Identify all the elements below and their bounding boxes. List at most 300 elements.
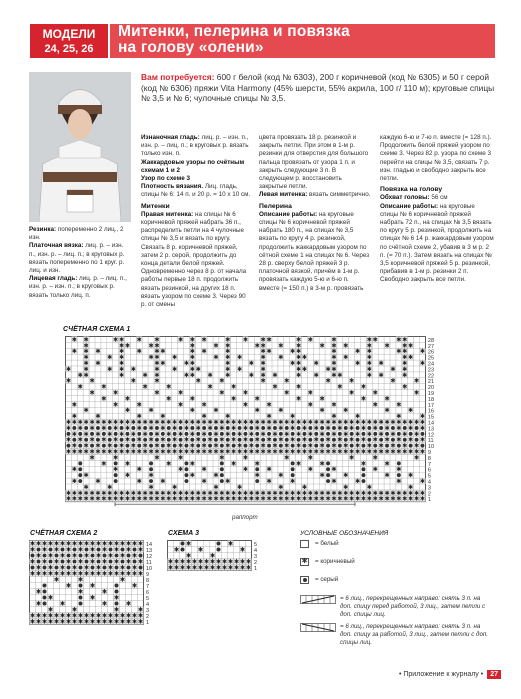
brown-stitch-mark: ✱	[307, 390, 313, 397]
gray-stitch-mark	[97, 560, 101, 564]
brown-stitch-mark: ✱	[284, 443, 290, 450]
brown-stitch-mark: ✱	[154, 449, 160, 456]
page-header	[0, 0, 521, 64]
brown-stitch-mark: ✱	[35, 570, 42, 578]
brown-stitch-mark: ✱	[77, 618, 84, 626]
gray-stitch-mark	[108, 426, 112, 430]
brown-stitch-mark: ✱	[83, 540, 90, 548]
brown-stitch-mark: ✱	[47, 612, 54, 620]
brown-stitch-mark: ✱	[89, 490, 95, 497]
brown-stitch-mark: ✱	[83, 431, 89, 438]
brown-stitch-mark: ✱	[124, 449, 130, 456]
brown-stitch-mark: ✱	[41, 558, 48, 566]
brown-stitch-mark: ✱	[113, 467, 119, 474]
brown-stitch-mark: ✱	[239, 564, 246, 572]
gray-stitch-mark	[373, 444, 377, 448]
brown-stitch-mark: ✱	[366, 343, 372, 350]
brown-stitch-mark: ✱	[189, 366, 195, 373]
brown-stitch-mark: ✱	[343, 449, 349, 456]
brown-stitch-mark: ✱	[396, 420, 402, 426]
page-title	[118, 24, 493, 56]
brown-stitch-mark: ✱	[189, 496, 195, 503]
paragraph	[141, 211, 251, 309]
brown-stitch-mark: ✱	[119, 431, 125, 438]
brown-stitch-mark: ✱	[89, 540, 96, 548]
row-number: 1	[427, 497, 431, 504]
brown-stitch-mark: ✱	[65, 420, 71, 426]
brown-stitch-mark: ✱	[301, 366, 307, 373]
brown-stitch-mark: ✱	[266, 496, 272, 503]
brown-stitch-mark: ✱	[307, 443, 313, 450]
gray-stitch-mark	[125, 444, 129, 448]
brown-stitch-mark: ✱	[319, 408, 325, 415]
brown-stitch-mark: ✱	[343, 484, 349, 491]
gray-stitch-mark	[338, 432, 342, 436]
brown-stitch-mark: ✱	[384, 343, 390, 350]
gray-stitch-mark	[291, 432, 295, 436]
row-number: 10	[146, 566, 153, 572]
brown-stitch-mark: ✱	[189, 337, 195, 344]
row-number: 5	[146, 596, 150, 602]
brown-stitch-mark: ✱	[284, 431, 290, 438]
brown-stitch-mark: ✱	[237, 443, 243, 450]
brown-stitch-mark: ✱	[284, 378, 290, 385]
brown-stitch-mark: ✱	[53, 612, 60, 620]
row-number: 4	[146, 602, 150, 608]
brown-stitch-mark: ✱	[136, 479, 142, 485]
brown-stitch-mark: ✱	[47, 618, 54, 626]
brown-stitch-mark: ✱	[319, 461, 325, 468]
brown-stitch-mark: ✱	[242, 455, 248, 462]
brown-stitch-mark: ✱	[119, 540, 126, 548]
brown-stitch-mark: ✱	[89, 546, 96, 554]
brown-stitch-mark: ✱	[95, 570, 102, 578]
brown-stitch-mark: ✱	[125, 546, 132, 554]
gray-stitch-mark	[115, 584, 119, 588]
brown-stitch-mark: ✱	[113, 490, 119, 497]
section-heading: Повязка на голову	[380, 186, 443, 194]
brown-stitch-mark: ✱	[221, 558, 228, 566]
brown-stitch-mark: ✱	[201, 449, 207, 456]
row-number: 2	[254, 560, 258, 566]
brown-stitch-mark: ✱	[372, 467, 378, 474]
brown-stitch-mark: ✱	[65, 612, 72, 620]
brown-stitch-mark: ✱	[355, 414, 361, 421]
brown-stitch-mark: ✱	[296, 361, 302, 367]
brown-stitch-mark: ✱	[349, 425, 355, 432]
brown-stitch-mark: ✱	[125, 600, 132, 608]
brown-stitch-mark: ✱	[178, 490, 184, 497]
row-number: 6	[427, 467, 431, 474]
brown-stitch-mark: ✱	[349, 455, 355, 462]
brown-stitch-mark: ✱	[65, 540, 72, 548]
brown-stitch-mark: ✱	[148, 473, 154, 480]
brown-stitch-mark: ✱	[53, 558, 60, 566]
brown-stitch-mark: ✱	[231, 490, 237, 497]
brown-stitch-mark: ✱	[278, 408, 284, 415]
gray-stitch-mark	[208, 432, 212, 436]
brown-stitch-mark: ✱	[71, 337, 77, 344]
brown-stitch-mark: ✱	[360, 461, 366, 468]
gray-stitch-mark	[149, 479, 153, 483]
brown-stitch-mark: ✱	[77, 384, 83, 391]
brown-stitch-mark: ✱	[113, 425, 119, 432]
paragraph	[380, 134, 494, 183]
brown-stitch-mark: ✱	[278, 343, 284, 350]
brown-stitch-mark: ✱	[195, 425, 201, 432]
brown-stitch-mark: ✱	[95, 564, 102, 572]
brown-stitch-mark: ✱	[160, 361, 166, 367]
brown-stitch-mark: ✱	[113, 337, 119, 344]
brown-stitch-mark: ✱	[225, 355, 231, 362]
brown-stitch-mark: ✱	[95, 349, 101, 356]
brown-stitch-mark: ✱	[213, 484, 219, 491]
gray-stitch-mark	[78, 461, 82, 465]
brown-stitch-mark: ✱	[331, 361, 337, 367]
gray-stitch-mark	[161, 432, 165, 436]
brown-stitch-mark: ✱	[296, 384, 302, 391]
row-number: 9	[427, 450, 431, 456]
brown-stitch-mark: ✱	[296, 496, 302, 503]
gray-stitch-mark	[255, 479, 259, 483]
brown-stitch-mark: ✱	[137, 570, 144, 578]
brown-stitch-mark: ✱	[154, 431, 160, 438]
gray-stitch-mark	[314, 432, 318, 436]
term: Правая митенка:	[141, 210, 194, 218]
brown-stitch-mark: ✱	[119, 449, 125, 456]
brown-stitch-mark: ✱	[337, 420, 343, 426]
model-label: МОДЕЛИ	[42, 27, 96, 41]
brown-stitch-mark: ✱	[148, 425, 154, 432]
brown-stitch-mark: ✱	[372, 437, 378, 444]
brown-stitch-mark: ✱	[254, 461, 260, 468]
brown-stitch-mark: ✱	[402, 443, 408, 450]
brown-stitch-mark: ✱	[225, 414, 231, 421]
brown-stitch-mark: ✱	[185, 564, 192, 572]
gray-stitch-mark	[279, 432, 283, 436]
brown-stitch-mark: ✱	[290, 490, 296, 497]
brown-stitch-mark: ✱	[419, 496, 425, 503]
row-number: 3	[254, 554, 258, 560]
brown-stitch-mark: ✱	[107, 420, 113, 426]
row-number: 28	[427, 337, 435, 344]
brown-stitch-mark: ✱	[349, 449, 355, 456]
brown-stitch-mark: ✱	[130, 431, 136, 438]
brown-stitch-mark: ✱	[35, 612, 42, 620]
brown-stitch-mark: ✱	[124, 420, 130, 426]
brown-stitch-mark: ✱	[148, 449, 154, 456]
brown-stitch-mark: ✱	[83, 564, 90, 572]
brown-stitch-mark: ✱	[366, 337, 372, 344]
gray-stitch-mark	[326, 444, 330, 448]
brown-stitch-mark: ✱	[408, 425, 414, 432]
brown-stitch-mark: ✱	[378, 490, 384, 497]
brown-stitch-mark: ✱	[207, 372, 213, 379]
brown-stitch-mark: ✱	[189, 408, 195, 415]
brown-stitch-mark: ✱	[178, 467, 184, 474]
legend-title: УСЛОВНЫЕ ОБОЗНАЧЕНИЯ	[300, 530, 389, 537]
gray-stitch-mark	[344, 438, 348, 442]
gray-stitch-mark	[79, 596, 83, 600]
brown-stitch-mark: ✱	[331, 496, 337, 503]
brown-stitch-mark: ✱	[107, 355, 113, 362]
gray-stitch-mark	[115, 602, 119, 606]
brown-stitch-mark: ✱	[107, 443, 113, 450]
paragraph	[380, 203, 494, 285]
brown-stitch-mark: ✱	[390, 431, 396, 438]
brown-stitch-mark: ✱	[343, 431, 349, 438]
brown-stitch-mark: ✱	[290, 496, 296, 503]
gray-stitch-mark	[397, 473, 401, 477]
gray-stitch-mark	[291, 467, 295, 471]
brown-stitch-mark: ✱	[148, 355, 154, 362]
brown-stitch-mark: ✱	[360, 496, 366, 503]
brown-stitch-mark: ✱	[313, 420, 319, 426]
brown-stitch-mark: ✱	[290, 414, 296, 421]
brown-stitch-mark: ✱	[131, 564, 138, 572]
brown-stitch-mark: ✱	[201, 490, 207, 497]
brown-stitch-mark: ✱	[402, 490, 408, 497]
gray-stitch-mark	[326, 479, 330, 483]
brown-stitch-mark: ✱	[83, 612, 90, 620]
brown-stitch-mark: ✱	[191, 558, 198, 566]
gray-stitch-mark	[302, 432, 306, 436]
brown-stitch-mark: ✱	[378, 420, 384, 426]
paragraph-text: 56 см	[429, 194, 448, 202]
brown-stitch-mark: ✱	[349, 390, 355, 397]
brown-stitch-mark: ✱	[245, 558, 252, 566]
brown-stitch-mark: ✱	[77, 496, 83, 503]
brown-stitch-mark: ✱	[307, 402, 313, 409]
gray-stitch-mark	[184, 432, 188, 436]
brown-stitch-mark: ✱	[237, 484, 243, 491]
brown-stitch-mark: ✱	[71, 420, 77, 426]
gray-stitch-mark	[120, 426, 124, 430]
brown-stitch-mark: ✱	[414, 490, 420, 497]
gray-stitch-mark	[220, 479, 224, 483]
brown-stitch-mark: ✱	[89, 612, 96, 620]
brown-stitch-mark: ✱	[278, 449, 284, 456]
brown-stitch-mark: ✱	[355, 443, 361, 450]
brown-stitch-mark: ✱	[266, 420, 272, 426]
brown-stitch-mark: ✱	[89, 420, 95, 426]
brown-stitch-mark: ✱	[83, 618, 90, 626]
brown-stitch-mark: ✱	[107, 449, 113, 456]
brown-stitch-mark: ✱	[378, 361, 384, 367]
gray-stitch-mark	[43, 602, 47, 606]
brown-stitch-mark: ✱	[372, 390, 378, 397]
brown-stitch-mark: ✱	[254, 437, 260, 444]
brown-stitch-mark: ✱	[402, 384, 408, 391]
brown-stitch-mark: ✱	[260, 443, 266, 450]
brown-stitch-mark: ✱	[154, 496, 160, 503]
brown-stitch-mark: ✱	[384, 490, 390, 497]
brown-stitch-mark: ✱	[113, 455, 119, 462]
brown-stitch-mark: ✱	[201, 443, 207, 450]
brown-stitch-mark: ✱	[154, 490, 160, 497]
brown-stitch-mark: ✱	[113, 594, 120, 602]
brown-stitch-mark: ✱	[414, 390, 420, 397]
term: Резинка:	[29, 226, 57, 233]
brown-stitch-mark: ✱	[77, 425, 83, 432]
gray-stitch-mark	[314, 444, 318, 448]
brown-stitch-mark: ✱	[154, 390, 160, 397]
gray-stitch-mark	[125, 432, 129, 436]
brown-stitch-mark: ✱	[225, 366, 231, 373]
gray-stitch-mark	[217, 548, 221, 552]
row-number: 20	[427, 385, 435, 392]
brown-stitch-mark: ✱	[197, 564, 204, 572]
brown-stitch-mark: ✱	[355, 490, 361, 497]
brown-stitch-mark: ✱	[343, 355, 349, 362]
brown-stitch-mark: ✱	[83, 449, 89, 456]
brown-stitch-mark: ✱	[237, 355, 243, 362]
brown-stitch-mark: ✱	[148, 420, 154, 426]
gray-stitch-mark	[308, 426, 312, 430]
section-heading: Митенки	[141, 202, 170, 210]
brown-stitch-mark: ✱	[136, 425, 142, 432]
gray-stitch-mark	[78, 473, 82, 477]
gray-stitch-mark	[297, 426, 301, 430]
brown-stitch-mark: ✱	[35, 564, 42, 572]
gray-stitch-mark	[61, 560, 65, 564]
brown-stitch-mark: ✱	[325, 490, 331, 497]
row-number: 14	[146, 542, 153, 548]
brown-stitch-mark: ✱	[419, 420, 425, 426]
gray-stitch-mark	[361, 467, 365, 471]
brown-stitch-mark: ✱	[260, 355, 266, 362]
gray-stitch-mark	[137, 444, 141, 448]
brown-stitch-mark: ✱	[272, 431, 278, 438]
brown-stitch-mark: ✱	[65, 490, 71, 497]
brown-stitch-mark: ✱	[83, 408, 89, 415]
brown-stitch-mark: ✱	[131, 552, 138, 560]
gray-stitch-mark	[97, 548, 101, 552]
brown-stitch-mark: ✱	[402, 361, 408, 367]
gray-stitch-mark	[184, 473, 188, 477]
brown-stitch-mark: ✱	[213, 490, 219, 497]
legend-cable-right-text: = 6 лиц., перекрещенных направо: снять 3 п. на доп. спицу перед работой, 3 лиц., затем петли с доп. спицы лиц.	[340, 595, 486, 618]
brown-stitch-mark: ✱	[266, 349, 272, 356]
brown-stitch-mark: ✱	[65, 570, 72, 578]
gray-stitch-mark	[361, 432, 365, 436]
brown-stitch-mark: ✱	[47, 606, 54, 614]
brown-stitch-mark: ✱	[89, 594, 96, 602]
gray-stitch-mark	[85, 548, 89, 552]
brown-stitch-mark: ✱	[343, 490, 349, 497]
gray-stitch-mark	[84, 426, 88, 430]
brown-stitch-mark: ✱	[207, 384, 213, 391]
brown-stitch-mark: ✱	[119, 337, 125, 344]
brown-stitch-mark: ✱	[83, 484, 89, 491]
brown-stitch-mark: ✱	[239, 558, 246, 566]
gray-stitch-mark	[249, 438, 253, 442]
brown-stitch-mark: ✱	[83, 420, 89, 426]
scheme-2-caption: СЧЁТНАЯ СХЕМА 2	[30, 530, 98, 537]
brown-stitch-mark: ✱	[113, 540, 120, 548]
brown-stitch-mark: ✱	[154, 361, 160, 367]
gray-stitch-mark	[127, 554, 131, 558]
paragraph	[141, 183, 251, 199]
brown-stitch-mark: ✱	[396, 337, 402, 344]
brown-stitch-mark: ✱	[331, 467, 337, 474]
brown-stitch-mark: ✱	[237, 496, 243, 503]
brown-stitch-mark: ✱	[136, 420, 142, 426]
brown-stitch-mark: ✱	[166, 420, 172, 426]
brown-stitch-mark: ✱	[414, 420, 420, 426]
brown-stitch-mark: ✱	[119, 618, 126, 626]
brown-stitch-mark: ✱	[201, 431, 207, 438]
paragraph	[380, 194, 494, 202]
brown-stitch-mark: ✱	[378, 431, 384, 438]
gray-stitch-mark	[133, 560, 137, 564]
gray-stitch-mark	[356, 426, 360, 430]
gray-stitch-mark	[143, 438, 147, 442]
brown-stitch-mark: ✱	[124, 490, 130, 497]
brown-stitch-mark: ✱	[53, 576, 60, 584]
row-number: 16	[427, 408, 435, 415]
brown-stitch-mark: ✱	[166, 449, 172, 456]
brown-stitch-mark: ✱	[107, 496, 113, 503]
brown-stitch-mark: ✱	[131, 582, 138, 590]
brown-stitch-mark: ✱	[325, 449, 331, 456]
brown-stitch-mark: ✱	[71, 449, 77, 456]
model-photo	[29, 72, 131, 222]
brown-stitch-mark: ✱	[219, 490, 225, 497]
brown-stitch-mark: ✱	[65, 558, 72, 566]
brown-stitch-mark: ✱	[195, 496, 201, 503]
brown-stitch-mark: ✱	[124, 425, 130, 432]
swatch-brown: ✱	[301, 558, 308, 565]
brown-stitch-mark: ✱	[331, 443, 337, 450]
gray-stitch-mark	[66, 432, 70, 436]
brown-stitch-mark: ✱	[231, 384, 237, 391]
brown-stitch-mark: ✱	[319, 396, 325, 403]
brown-stitch-mark: ✱	[83, 355, 89, 362]
brown-stitch-mark: ✱	[83, 490, 89, 497]
brown-stitch-mark: ✱	[142, 372, 148, 379]
gray-stitch-mark	[31, 554, 35, 558]
brown-stitch-mark: ✱	[195, 437, 201, 444]
brown-stitch-mark: ✱	[307, 420, 313, 426]
brown-stitch-mark: ✱	[402, 349, 408, 356]
brown-stitch-mark: ✱	[242, 467, 248, 474]
brown-stitch-mark: ✱	[113, 570, 120, 578]
brown-stitch-mark: ✱	[113, 618, 120, 626]
brown-stitch-mark: ✱	[355, 361, 361, 367]
brown-stitch-mark: ✱	[419, 425, 425, 432]
brown-stitch-mark: ✱	[95, 479, 101, 485]
gray-stitch-mark	[338, 444, 342, 448]
gray-stitch-mark	[102, 444, 106, 448]
brown-stitch-mark: ✱	[83, 496, 89, 503]
brown-stitch-mark: ✱	[89, 570, 96, 578]
brown-stitch-mark: ✱	[137, 546, 144, 554]
brown-stitch-mark: ✱	[142, 490, 148, 497]
brown-stitch-mark: ✱	[65, 366, 71, 373]
brown-stitch-mark: ✱	[402, 420, 408, 426]
brown-stitch-mark: ✱	[313, 425, 319, 432]
brown-stitch-mark: ✱	[384, 449, 390, 456]
row-number: 5	[427, 473, 431, 480]
gray-stitch-mark	[114, 473, 118, 477]
brown-stitch-mark: ✱	[419, 449, 425, 456]
brown-stitch-mark: ✱	[107, 552, 114, 560]
brown-stitch-mark: ✱	[266, 437, 272, 444]
gray-stitch-mark	[96, 426, 100, 430]
brown-stitch-mark: ✱	[366, 431, 372, 438]
brown-stitch-mark: ✱	[278, 425, 284, 432]
